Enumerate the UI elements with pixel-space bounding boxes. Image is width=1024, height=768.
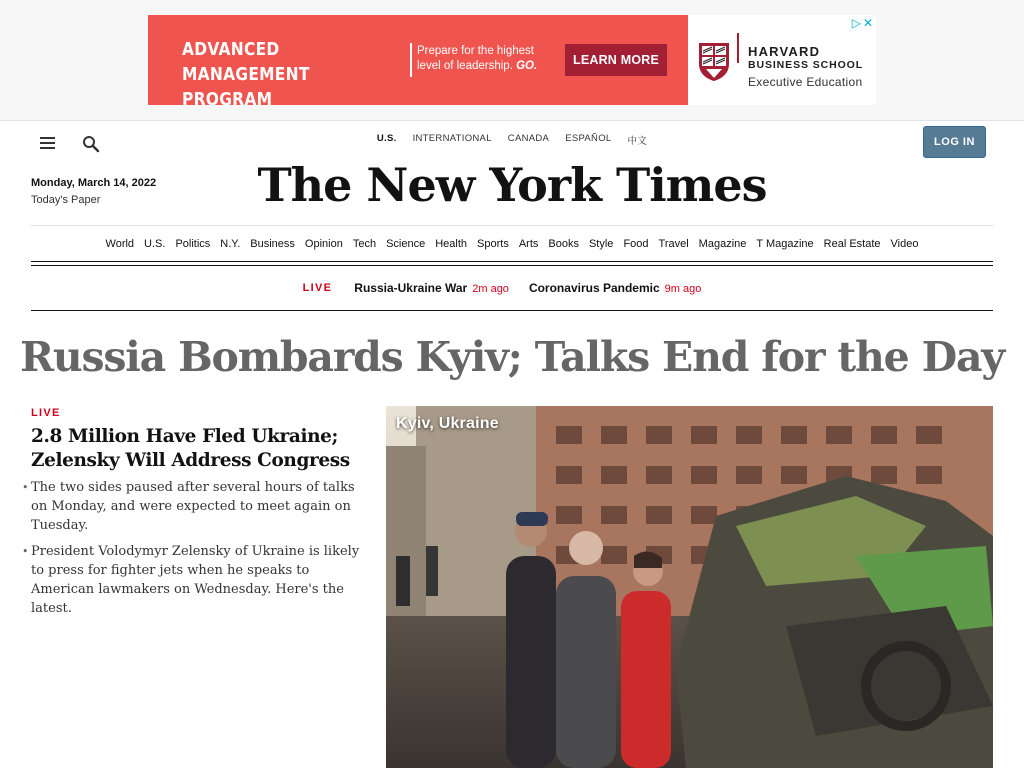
- ad-copy-text: Prepare for the highest level of leadership.: [417, 45, 534, 72]
- nav-item-magazine[interactable]: Magazine: [698, 238, 747, 250]
- learn-more-button[interactable]: LEARN MORE: [565, 44, 667, 76]
- brand-school: BUSINESS SCHOOL: [748, 59, 864, 71]
- live-flag: LIVE: [302, 282, 333, 294]
- nav-item-opinion[interactable]: Opinion: [304, 238, 343, 250]
- ad-close-icon[interactable]: ✕: [862, 16, 873, 30]
- photo-location-label: Kyiv, Ukraine: [396, 415, 499, 432]
- ad-divider: [410, 43, 412, 77]
- story-summary: [22, 478, 370, 625]
- story-headline[interactable]: 2.8 Million Have Fled Ukraine; Zelensky Will Address Congress: [31, 426, 350, 471]
- live-item-time: 2m ago: [472, 283, 509, 295]
- ad-copy: [417, 44, 557, 74]
- brand-rule: [737, 33, 739, 63]
- nav-item-books[interactable]: Books: [548, 238, 579, 250]
- ad-title: ADVANCED MANAGEMENT PROGRAM: [182, 39, 310, 105]
- log-in-button[interactable]: LOG IN: [923, 126, 986, 158]
- edition-canada[interactable]: CANADA: [507, 133, 550, 144]
- section-nav: [31, 225, 993, 262]
- summary-item: • President Volodymyr Zelensky of Ukraine is likely to press for fighter jets when he speaks to American lawmakers on Wednesday. Here's the latest.: [22, 542, 370, 618]
- nav-item-sports[interactable]: Sports: [477, 238, 509, 250]
- live-item-title: Coronavirus Pandemic: [528, 281, 660, 295]
- edition-us[interactable]: U.S.: [376, 133, 397, 144]
- nav-item-business[interactable]: Business: [250, 238, 295, 250]
- edition-menu: [0, 133, 1024, 147]
- live-bar: [31, 266, 993, 311]
- live-item-coronavirus[interactable]: [529, 281, 701, 295]
- edition-espanol[interactable]: ESPAÑOL: [565, 133, 612, 144]
- nav-item-arts[interactable]: Arts: [518, 238, 539, 250]
- nav-item-real-estate[interactable]: Real Estate: [823, 238, 881, 250]
- nav-item-us[interactable]: U.S.: [144, 238, 166, 250]
- nav-item-politics[interactable]: Politics: [175, 238, 211, 250]
- ad-banner-area: [0, 0, 1024, 121]
- ad-choices-icon[interactable]: ▷: [851, 16, 861, 30]
- edition-chinese[interactable]: 中文: [627, 136, 648, 147]
- masthead: [0, 122, 1024, 226]
- kyiv-scene-image: [386, 406, 993, 768]
- date: Monday, March 14, 2022: [31, 177, 157, 189]
- lead-photo[interactable]: [386, 406, 993, 768]
- nav-item-science[interactable]: Science: [386, 238, 426, 250]
- harvard-shield-icon: [698, 42, 730, 82]
- nav-item-world[interactable]: World: [105, 238, 135, 250]
- nav-item-travel[interactable]: Travel: [658, 238, 689, 250]
- brand-name: HARVARD: [748, 44, 821, 59]
- ad-choices: [852, 16, 873, 30]
- story-live-label: LIVE: [31, 407, 61, 419]
- nav-item-tech[interactable]: Tech: [352, 238, 377, 250]
- lead-headline[interactable]: Russia Bombards Kyiv; Talks End for the Day: [20, 333, 1004, 381]
- live-item-time: 9m ago: [664, 283, 702, 295]
- live-item-russia-ukraine[interactable]: [354, 281, 509, 295]
- nav-item-video[interactable]: Video: [890, 238, 919, 250]
- todays-paper-link[interactable]: Today's Paper: [31, 194, 101, 206]
- edition-international[interactable]: INTERNATIONAL: [412, 133, 492, 144]
- nav-item-health[interactable]: Health: [435, 238, 468, 250]
- advertisement[interactable]: [148, 15, 876, 105]
- ad-copy-go: GO.: [516, 60, 538, 72]
- live-item-title: Russia-Ukraine War: [354, 281, 468, 295]
- brand-program: Executive Education: [748, 75, 863, 89]
- summary-item: • The two sides paused after several hours of talks on Monday, and were expected to meet again on Tuesday.: [22, 478, 370, 535]
- ad-brand-panel: [688, 15, 876, 105]
- nav-item-ny[interactable]: N.Y.: [220, 238, 241, 250]
- nyt-logo[interactable]: The New York Times: [257, 158, 767, 212]
- nav-item-food[interactable]: Food: [623, 238, 649, 250]
- nav-item-style[interactable]: Style: [588, 238, 614, 250]
- nav-item-t-magazine[interactable]: T Magazine: [756, 238, 814, 250]
